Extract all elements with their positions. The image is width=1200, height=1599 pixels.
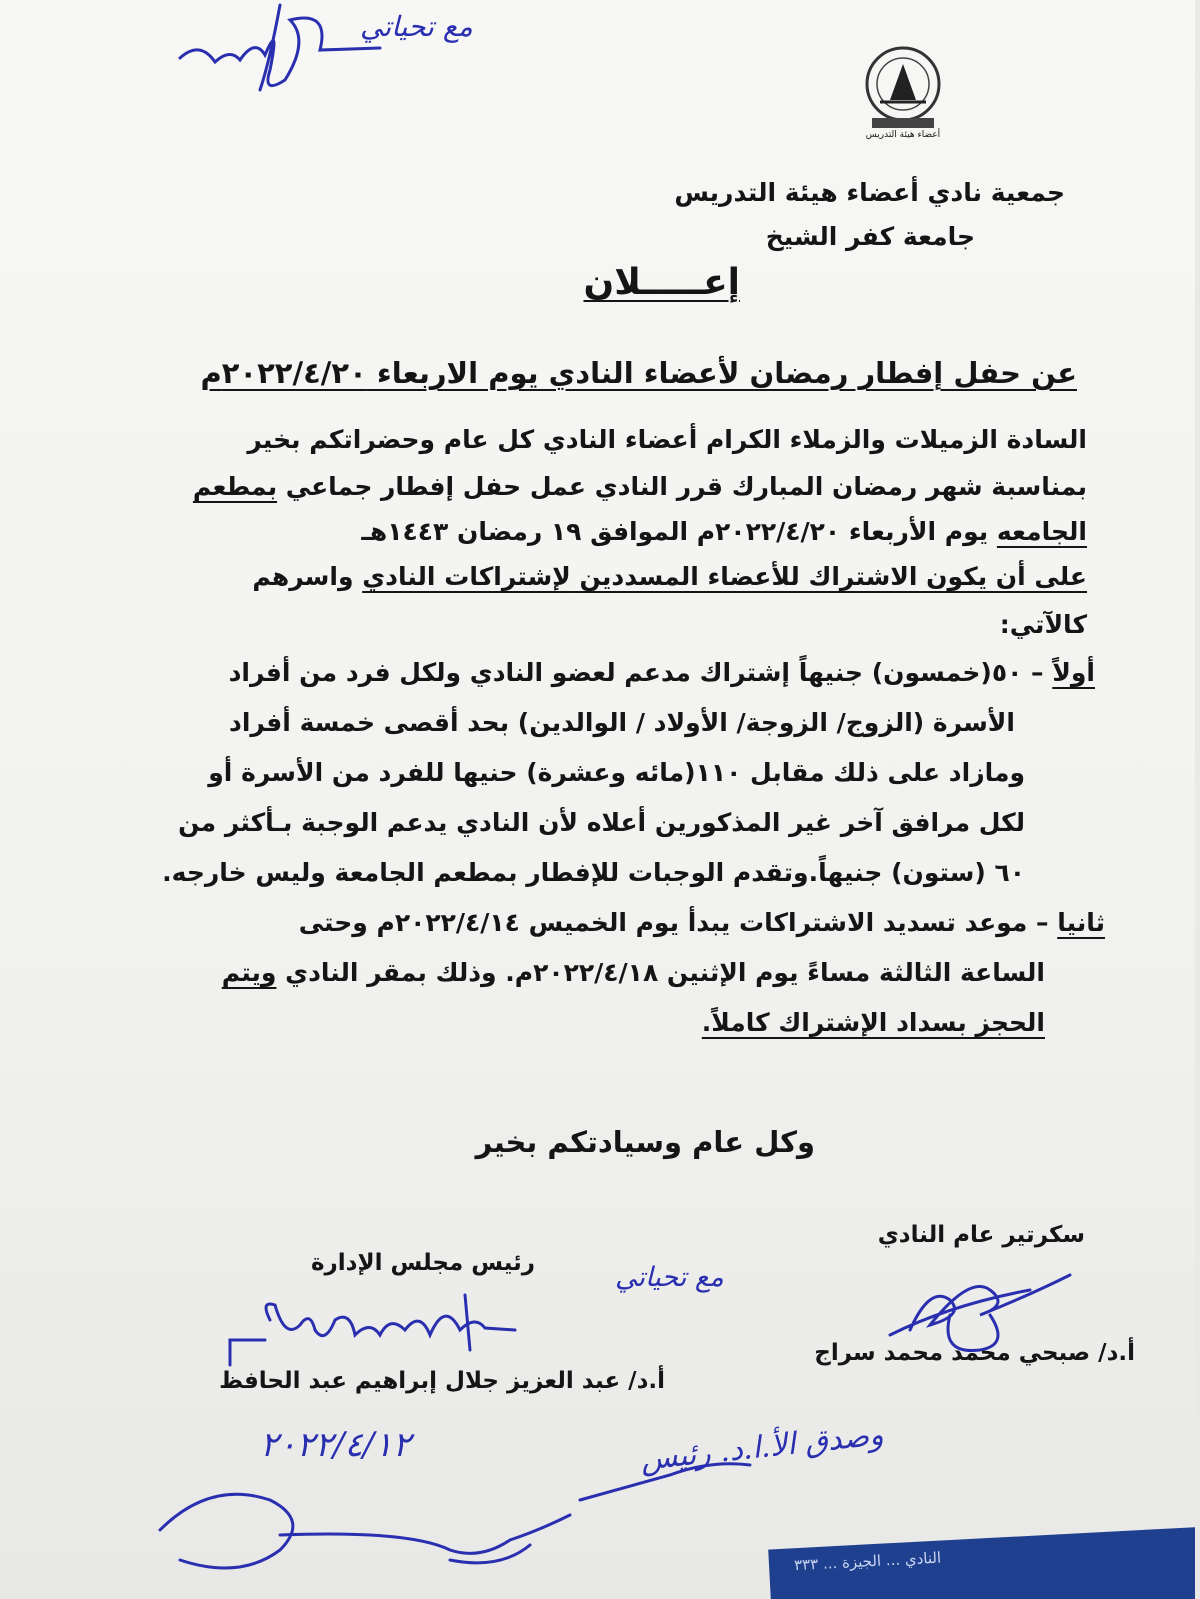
clause-first-line-3: ومازاد على ذلك مقابل ١١٠(مائه وعشرة) حنيها للفرد من الأسرة أو [208, 758, 1025, 787]
announcement-subject: عن حفل إفطار رمضان لأعضاء النادي يوم الاربعاء ٢٠٢٢/٤/٢٠م [200, 356, 1077, 390]
clause-second-line-2: الساعة الثالثة مساءً يوم الإثنين ٢٠٢٢/٤/١٨م. وذلك بمقر النادي ويتم [221, 958, 1045, 987]
handwritten-greeting-middle: مع تحياتي [615, 1262, 724, 1293]
university-name: جامعة كفر الشيخ [765, 222, 975, 251]
handwritten-note: وصدق الأ.ا.د. رئيس [638, 1417, 886, 1478]
body-line-3: الجامعه يوم الأربعاء ٢٠٢٢/٤/٢٠م الموافق ١٩ رمضان ١٤٤٣هـ [361, 517, 1087, 546]
clause-first-line-2: الأسرة (الزوج/ الزوجة/ الأولاد / الوالدين) بحد أقصى خمسة أفراد [228, 708, 1015, 737]
handwritten-date: ٢٠٢٢/٤/١٢ [260, 1425, 411, 1465]
clause-first-line-5: ٦٠ (ستون) جنيهاً.وتقدم الوجبات للإفطار بمطعم الجامعة وليس خارجه. [162, 858, 1025, 887]
club-logo-icon [858, 42, 948, 132]
logo-caption: أعضاء هيئة التدريس [865, 130, 941, 140]
org-name: جمعية نادي أعضاء هيئة التدريس [674, 178, 1065, 207]
handwritten-greeting-top: مع تحياتي [360, 10, 473, 43]
footer-strip: النادي ... الجيزة ... ٣٣٣ [768, 1527, 1195, 1599]
chairman-signature [215, 1290, 535, 1380]
clause-second: ثانيا – موعد تسديد الاشتراكات يبدأ يوم الخميس ٢٠٢٢/٤/١٤م وحتى [298, 908, 1105, 937]
announcement-title: إعـــــلان [583, 262, 740, 303]
chairman-title: رئيس مجلس الإدارة [310, 1250, 535, 1276]
bottom-signature [150, 1440, 850, 1599]
body-line-1: السادة الزميلات والزملاء الكرام أعضاء النادي كل عام وحضراتكم بخير [247, 425, 1087, 454]
secretary-title: سكرتير عام النادي [877, 1222, 1085, 1248]
clause-second-line-3: الحجز بسداد الإشتراك كاملاً. [701, 1008, 1045, 1037]
closing-greeting: وكل عام وسيادتكم بخير [475, 1125, 815, 1159]
clause-first-line-4: لكل مرافق آخر غير المذكورين أعلاه لأن النادي يدعم الوجبة بـأكثر من [178, 808, 1025, 837]
body-line-4: على أن يكون الاشتراك للأعضاء المسددين لإشتراكات النادي واسرهم [252, 562, 1087, 591]
chairman-name: أ.د/ عبد العزيز جلال إبراهيم عبد الحافظ [219, 1368, 665, 1394]
body-line-2: بمناسبة شهر رمضان المبارك قرر النادي عمل حفل إفطار جماعي بمطعم [192, 472, 1087, 501]
body-line-5: كالآتي: [999, 610, 1087, 639]
secretary-name: أ.د/ صبحي محمد محمد سراج [814, 1340, 1135, 1366]
clause-first: أولاً – ٥٠(خمسون) جنيهاً إشتراك مدعم لعضو النادي ولكل فرد من أفراد [228, 658, 1095, 687]
